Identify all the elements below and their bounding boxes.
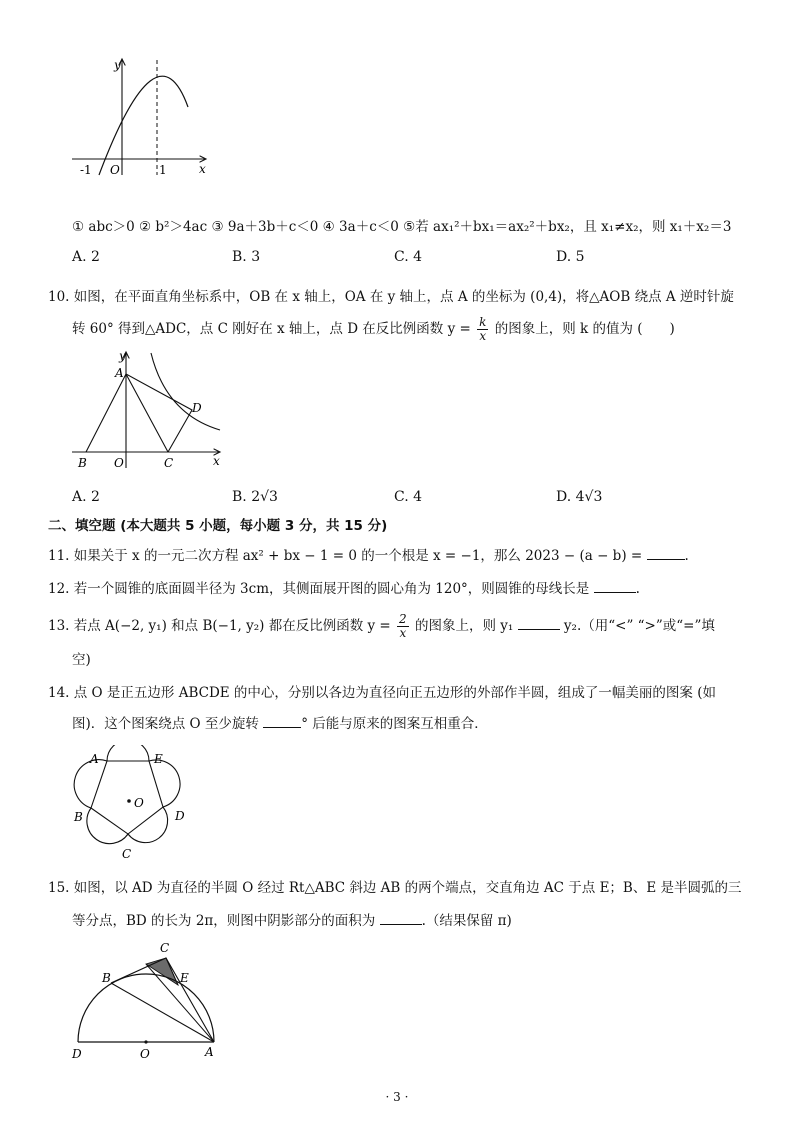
q9-label-y: y [114, 58, 121, 72]
q10-option-b: B. 2√3 [232, 489, 278, 505]
q13-text: 13. 若点 A(−2, y₁) 和点 B(−1, y₂) 都在反比例函数 y = $\frac{2}{x}$ 的图象上，则 y₁ y₂.（用“<” “>”或“=”填 [48, 612, 715, 640]
q10-fraction: $\frac{k}{x}$ [479, 315, 487, 343]
q9-label-neg1: -1 [80, 163, 92, 177]
q12-answer-blank[interactable] [594, 578, 636, 593]
q14-stem-line2: 图)．这个图案绕点 O 至少旋转 ° 后能与原来的图案互相重合． [72, 713, 488, 734]
q13-answer-blank[interactable] [518, 615, 560, 630]
q13-text-line2: 空) [72, 652, 91, 668]
q15-label-e: E [180, 971, 189, 985]
q9-option-a: A. 2 [72, 249, 100, 265]
q9-option-c: C. 4 [394, 249, 423, 265]
q14-label-o: O [134, 796, 144, 810]
q9-label-o: O [110, 163, 120, 177]
q13-fraction: $\frac{2}{x}$ [399, 612, 407, 640]
q10-label-x: x [213, 454, 220, 468]
page-number: · 3 · [385, 1090, 409, 1104]
q10-rotation-figure [68, 348, 228, 473]
q9-label-x: x [199, 162, 206, 176]
q15-label-o: O [140, 1047, 150, 1061]
q15-label-b: B [102, 971, 111, 985]
q9-option-d: D. 5 [556, 249, 585, 265]
q9-parabola-graph [66, 55, 216, 180]
q10-label-c: C [164, 456, 174, 470]
q14-label-c: C [122, 847, 132, 861]
q15-label-a: A [205, 1045, 214, 1059]
q14-stem-line1: 14. 点 O 是正五边形 ABCDE 的中心，分别以各边为直径向正五边形的外部作半圆，组成了一幅美丽的图案 (如 [48, 685, 716, 701]
q9-option-b: B. 3 [232, 249, 261, 265]
q10-stem-line1: 10. 如图，在平面直角坐标系中，OB 在 x 轴上，OA 在 y 轴上，点 A 的坐标为 (0,4)，将△AOB 绕点 A 逆时针旋 [48, 289, 734, 305]
q10-label-o: O [114, 456, 124, 470]
q10-option-a: A. 2 [72, 489, 100, 505]
q15-label-c: C [160, 941, 170, 955]
q15-label-d: D [72, 1047, 82, 1061]
q9-statements: ① abc＞0 ② b²＞4ac ③ 9a＋3b＋c＜0 ④ 3a＋c＜0 ⑤若 ax₁²＋bx₁＝ax₂²＋bx₂，且 x₁≠x₂，则 x₁＋x₂＝3 [72, 219, 732, 235]
q10-option-d: D. 4√3 [556, 489, 603, 505]
q10-label-y: y [119, 349, 126, 363]
q9-label-1: 1 [159, 163, 167, 177]
q10-stem-line2: 转 60° 得到△ADC，点 C 刚好在 x 轴上，点 D 在反比例函数 y = $\frac{k}{x}$ 的图象上，则 k 的值为 ( ) [72, 315, 675, 343]
q12-text: 12. 若一个圆锥的底面圆半径为 3cm，其侧面展开图的圆心角为 120°，则圆锥的母线长是 . [48, 578, 640, 599]
q10-label-a: A [115, 366, 124, 380]
q14-label-b: B [74, 810, 83, 824]
q11-answer-blank[interactable] [647, 545, 685, 560]
q14-pentagon-figure [60, 745, 200, 865]
q10-option-c: C. 4 [394, 489, 423, 505]
q15-stem-line1: 15. 如图，以 AD 为直径的半圆 O 经过 Rt△ABC 斜边 AB 的两个端点，交直角边 AC 于点 E；B、E 是半圆弧的三 [48, 880, 742, 896]
q14-label-d: D [175, 809, 185, 823]
q15-answer-blank[interactable] [380, 910, 422, 925]
q14-label-e: E [154, 752, 163, 766]
section-2-title: 二、填空题 (本大题共 5 小题，每小题 3 分，共 15 分) [48, 518, 388, 534]
q10-label-b: B [78, 456, 87, 470]
q11-text: 11. 如果关于 x 的一元二次方程 ax² + bx − 1 = 0 的一个根是 x = −1，那么 2023 − (a − b) = . [48, 545, 689, 566]
q14-answer-blank[interactable] [263, 713, 301, 728]
q10-label-d: D [192, 401, 202, 415]
q15-stem-line2: 等分点，BD 的长为 2π，则图中阴影部分的面积为 .（结果保留 π) [72, 910, 512, 931]
q14-label-a: A [90, 752, 99, 766]
q15-semicircle-figure [62, 938, 232, 1063]
